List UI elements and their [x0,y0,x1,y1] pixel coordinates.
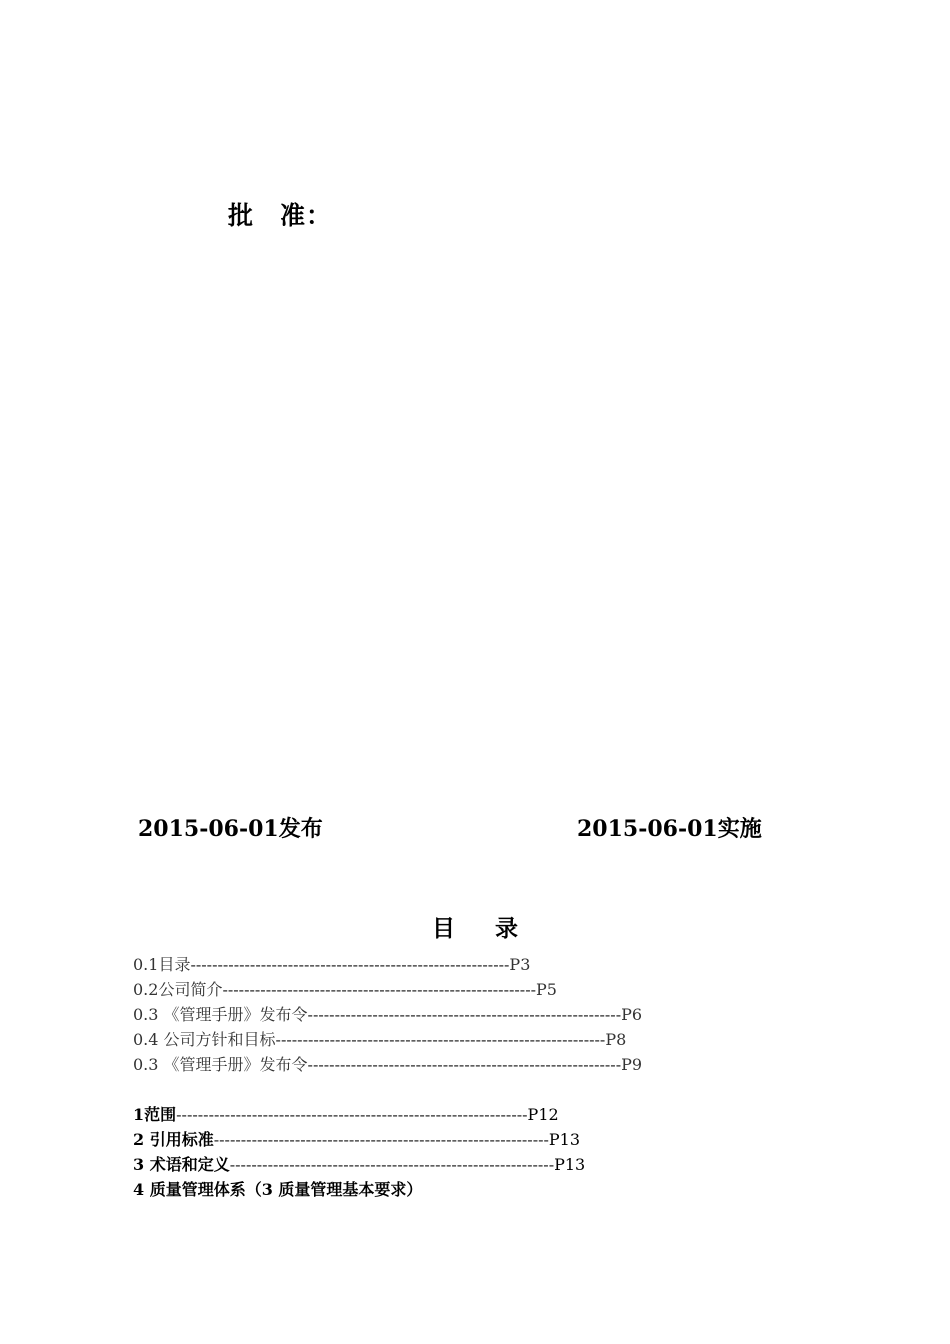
toc-entry[interactable] [133,1027,833,1052]
approval-line [228,196,332,232]
toc-leader: ------------------------------------------------------------- [275,1030,606,1049]
toc-title-char-2: 录 [495,915,518,942]
toc-page-number: P12 [527,1105,559,1124]
table-of-contents [133,952,833,1202]
toc-entry[interactable] [133,1002,833,1027]
toc-entry-label: 3 术语和定义 [133,1155,230,1174]
toc-entry-label: 0.4 公司方针和目标 [133,1030,276,1049]
approval-char-2: 准： [280,201,333,230]
toc-entry-label: 4 质量管理体系（3 质量管理基本要求） [133,1180,423,1199]
toc-page-number: P3 [509,955,531,974]
toc-entry[interactable] [133,952,833,977]
toc-page-number: P6 [621,1005,643,1024]
toc-page-number: P5 [536,980,557,999]
toc-leader: ---------------------------------------------------------- [307,1055,622,1074]
toc-page-number: P13 [554,1155,586,1174]
toc-main-group [133,1102,833,1202]
toc-entry-label: 0.1目录 [133,955,191,974]
toc-page-number: P9 [621,1055,643,1074]
approval-char-1: 批 [228,201,255,230]
toc-title-char-1: 目 [432,915,455,942]
toc-leader: ---------------------------------------------------------- [222,980,537,999]
toc-entry[interactable] [133,977,833,1002]
toc-entry-label: 1范围 [133,1105,177,1124]
toc-leader: ----------------------------------------------------------- [190,955,510,974]
toc-entry-label: 0.2公司简介 [133,980,223,999]
toc-leader: -------------------------------------------------------------- [213,1130,549,1149]
toc-entry[interactable] [133,1052,833,1077]
toc-entry-label: 2 引用标准 [133,1130,214,1149]
date-line [0,812,950,848]
toc-leader: ------------------------------------------------------------ [229,1155,555,1174]
toc-entry[interactable] [133,1152,833,1177]
toc-page-number: P13 [548,1130,581,1149]
toc-entry[interactable] [133,1127,833,1152]
toc-leader: ----------------------------------------------------------------- [176,1105,528,1124]
toc-title [0,910,950,943]
toc-entry-label: 0.3 《管理手册》发布令 [133,1005,308,1024]
implement-date: 2015-06-01实施 [577,816,762,842]
toc-intro-group [133,952,833,1077]
release-date: 2015-06-01发布 [138,816,323,842]
toc-entry[interactable] [133,1102,833,1127]
toc-entry[interactable] [133,1177,833,1202]
toc-page-number: P8 [605,1030,627,1049]
toc-entry-label: 0.3 《管理手册》发布令 [133,1055,308,1074]
toc-leader: ---------------------------------------------------------- [307,1005,622,1024]
